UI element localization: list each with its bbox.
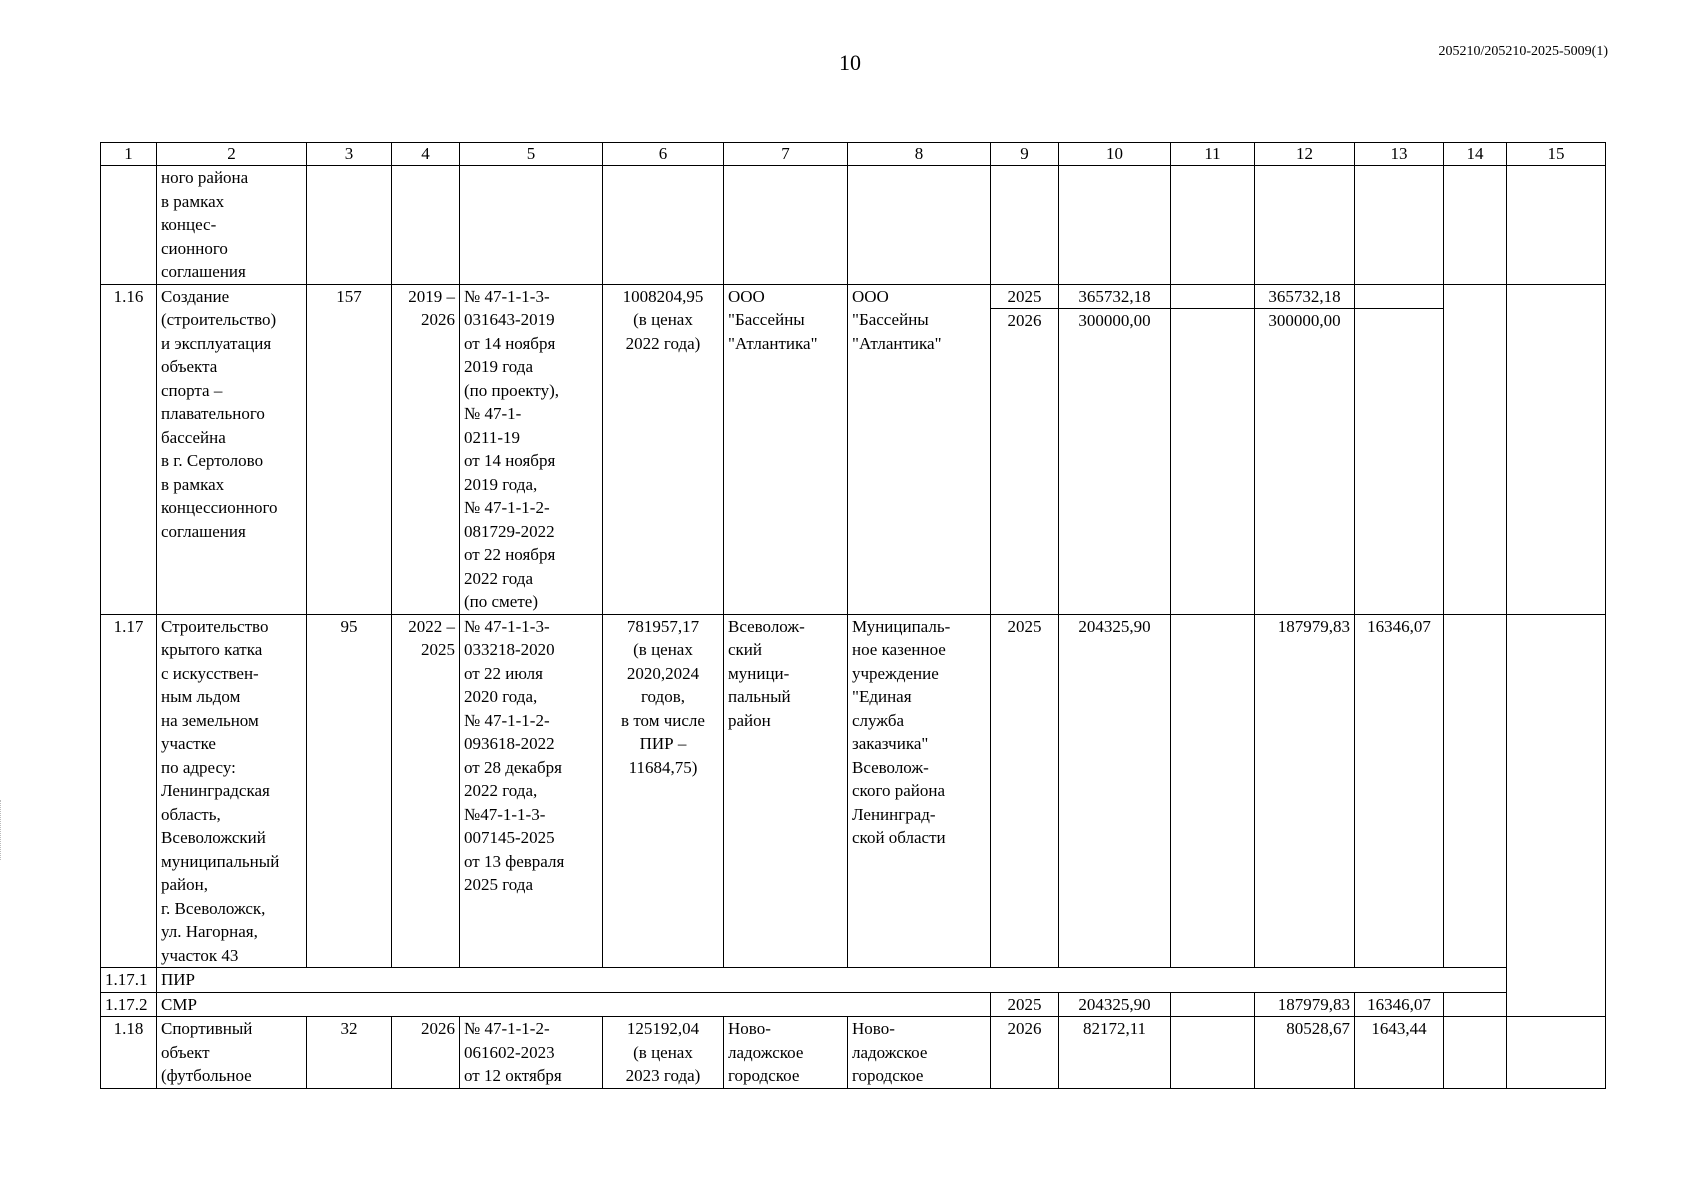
column-number: 3 [307,143,392,166]
object-name: Строительство крытого катка с искусствен- ным льдом на земельном участке по адресу: Ленинградская область, Всеволожский муниципальный район, г. Всеволожск, ул. Нагорная, участок 43 [157,614,307,968]
total-cell: 82172,11 [1059,1017,1171,1089]
regional-budget-cell: 80528,67 [1255,1017,1355,1089]
column-number: 11 [1171,143,1255,166]
table-row [101,1017,1606,1089]
column-number: 5 [460,143,603,166]
total-cell: 204325,90 [1059,992,1171,1017]
local-budget-cell: 1643,44 [1355,1017,1444,1089]
column-number: 10 [1059,143,1171,166]
expertise-cell: № 47-1-1-3- 033218-2020 от 22 июля 2020 года, № 47-1-1-2- 093618-2022 от 28 декабря 2022 года, №47-1-1-3- 007145-2025 от 13 февраля 2025 года [460,614,603,968]
expertise-cell: № 47-1-1-2- 061602-2023 от 12 октября [460,1017,603,1089]
regional-budget-cell: 187979,83 [1255,992,1355,1017]
year-cell: 2025 [991,284,1059,309]
customer-cell: Муниципаль- ное казенное учреждение "Единая служба заказчика" Всеволож- ского района Ленинград- ской области [848,614,991,968]
object-name: СМР [157,992,991,1017]
column-numbers-row [101,143,1606,166]
row-number: 1.16 [101,284,157,614]
regional-budget-cell: 187979,83 [1255,614,1355,968]
local-budget-cell: 16346,07 [1355,614,1444,968]
object-name: ПИР [157,968,1507,993]
table-row [101,166,1606,285]
table-row [101,992,1606,1017]
cost-cell: 125192,04 (в ценах 2023 года) [603,1017,724,1089]
total-cell: 300000,00 [1059,309,1171,614]
row-number: 1.18 [101,1017,157,1089]
row-number: 1.17 [101,614,157,968]
column-number: 6 [603,143,724,166]
cost-cell: 1008204,95 (в ценах 2022 года) [603,284,724,614]
column-number: 4 [392,143,460,166]
owner-cell: Всеволож- ский муници- пальный район [724,614,848,968]
object-name: Спортивный объект (футбольное [157,1017,307,1089]
capacity-cell: 157 [307,284,392,614]
document-code: 205210/205210-2025-5009(1) [1438,44,1608,59]
scan-margin-mark [0,800,7,860]
regional-budget-cell: 300000,00 [1255,309,1355,614]
column-number: 13 [1355,143,1444,166]
investment-objects-table [100,142,1606,1089]
table-row [101,284,1606,309]
total-cell: 365732,18 [1059,284,1171,309]
year-cell: 2026 [991,1017,1059,1089]
regional-budget-cell: 365732,18 [1255,284,1355,309]
period-cell: 2019 – 2026 [392,284,460,614]
period-cell: 2022 – 2025 [392,614,460,968]
column-number: 7 [724,143,848,166]
owner-cell: ООО "Бассейны "Атлантика" [724,284,848,614]
total-cell: 204325,90 [1059,614,1171,968]
table-row [101,968,1606,993]
column-number: 12 [1255,143,1355,166]
column-number: 8 [848,143,991,166]
page-number: 10 [839,50,861,75]
capacity-cell: 32 [307,1017,392,1089]
cost-cell: 781957,17 (в ценах 2020,2024 годов, в том числе ПИР – 11684,75) [603,614,724,968]
column-number: 9 [991,143,1059,166]
capacity-cell: 95 [307,614,392,968]
customer-cell: Ново- ладожское городское [848,1017,991,1089]
owner-cell: Ново- ладожское городское [724,1017,848,1089]
expertise-cell: № 47-1-1-3- 031643-2019 от 14 ноября 2019 года (по проекту), № 47-1- 0211-19 от 14 ноября 2019 года, № 47-1-1-2- 081729-2022 от 22 ноября 2022 года (по смете) [460,284,603,614]
year-cell: 2025 [991,614,1059,968]
row-number: 1.17.1 [101,968,157,993]
column-number: 1 [101,143,157,166]
table-row [101,614,1606,968]
row-number: 1.17.2 [101,992,157,1017]
period-cell: 2026 [392,1017,460,1089]
customer-cell: ООО "Бассейны "Атлантика" [848,284,991,614]
column-number: 14 [1444,143,1507,166]
year-cell: 2025 [991,992,1059,1017]
object-name: ного района в рамках концес- сионного соглашения [157,166,307,285]
local-budget-cell: 16346,07 [1355,992,1444,1017]
year-cell: 2026 [991,309,1059,614]
column-number: 15 [1507,143,1606,166]
column-number: 2 [157,143,307,166]
object-name: Создание (строительство) и эксплуатация объекта спорта – плавательного бассейна в г. Сертолово в рамках концессионного соглашения [157,284,307,614]
